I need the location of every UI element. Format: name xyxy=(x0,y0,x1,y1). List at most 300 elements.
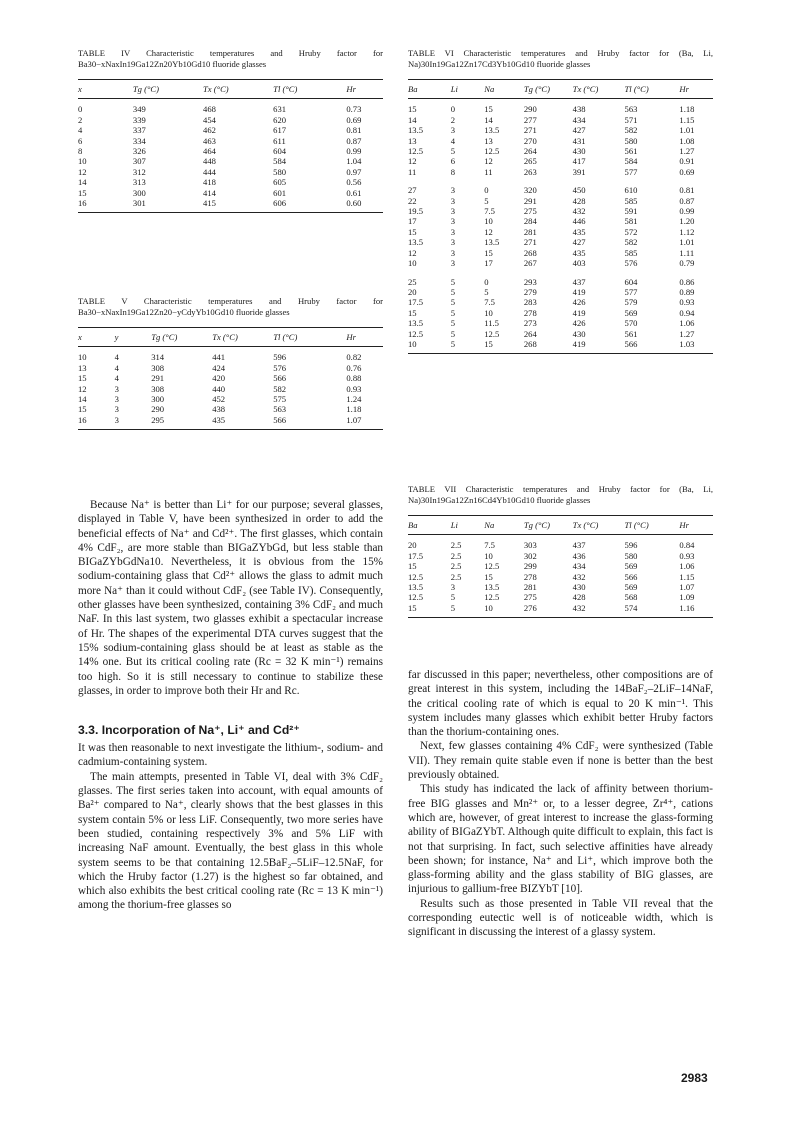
table-cell: 1.20 xyxy=(679,216,695,227)
table-cell: 314 xyxy=(151,352,165,363)
table-cell: 0.69 xyxy=(679,166,695,177)
table-cell: 268 xyxy=(523,338,537,349)
table-row xyxy=(408,339,713,354)
table-cell: 308 xyxy=(151,362,165,373)
table-cell: 299 xyxy=(523,561,537,572)
column-header: Tg (°C) xyxy=(133,80,203,99)
table-cell: 15 xyxy=(408,226,417,237)
table-cell: 307 xyxy=(132,156,146,167)
table-row xyxy=(408,297,713,307)
table-cell: 10 xyxy=(408,338,417,349)
table-row xyxy=(408,329,713,339)
column-header: Tx (°C) xyxy=(573,80,625,99)
table-cell: 276 xyxy=(523,602,537,613)
table-iv-caption: TABLE IV Characteristic temperatures and Hruby factor for Ba30−xNaxIn19Ga12Zn20Yb10Gd10 fluoride glasses xyxy=(78,48,383,69)
table-cell: 419 xyxy=(572,307,586,318)
table-cell: 12.5 xyxy=(484,328,500,339)
table-cell: 576 xyxy=(624,258,638,269)
table-row xyxy=(408,125,713,135)
table-vii-caption: TABLE VII Characteristic temperatures and Hruby factor for (Ba, Li, Na)30In19Ga12Zn16Cd4Yb10Gd10 fluoride glasses xyxy=(408,484,713,505)
table-cell: 0.86 xyxy=(679,276,695,287)
table-cell: 1.07 xyxy=(346,414,362,425)
table-row xyxy=(408,196,713,206)
table-cell: 0.93 xyxy=(679,550,695,561)
table-cell: 3 xyxy=(450,258,455,269)
column-header: Li xyxy=(451,80,485,99)
section-title: 3.3. Incorporation of Na⁺, Li⁺ and Cd²⁺ xyxy=(78,723,300,738)
table-cell: 454 xyxy=(203,114,216,125)
table-row xyxy=(78,188,383,198)
table-cell: 300 xyxy=(151,394,165,405)
table-cell: 432 xyxy=(572,571,586,582)
table-cell: 415 xyxy=(203,198,216,209)
right-body-text xyxy=(408,668,713,940)
column-header: Tx (°C) xyxy=(573,516,625,535)
column-header: Tg (°C) xyxy=(524,80,573,99)
paragraph: This study has indicated the lack of affinity between thorium-free BIG glasses and Mn²⁺ or, to a lesser degree, Zr⁴⁺, cations which are, however, of great interest to increase the glass-forming ability of BIGaZYbT. Although quite difficult to explain, this fact is not that surprising. In fact, such selective affinities have already been shown; for instance, Na⁺ and Li⁺, which improve both the glass-forming ability and the glass stability of BIG glasses, are injurious to gallium-free BIZYbT [10]. xyxy=(408,783,713,896)
table-cell: 631 xyxy=(273,104,287,115)
table-cell: 320 xyxy=(523,185,537,196)
table-cell: 12 xyxy=(78,383,87,394)
table-cell: 271 xyxy=(523,125,537,136)
table-cell: 563 xyxy=(624,104,638,115)
table-cell: 0.79 xyxy=(679,258,695,269)
table-cell: 582 xyxy=(624,125,638,136)
table-cell: 2.5 xyxy=(450,540,462,551)
table-cell: 17 xyxy=(408,216,417,227)
table-cell: 293 xyxy=(523,276,537,287)
table-cell: 0.93 xyxy=(679,297,695,308)
column-header: Tl (°C) xyxy=(625,516,680,535)
table-cell: 569 xyxy=(624,582,638,593)
table-cell: 0.99 xyxy=(346,146,362,157)
table-cell: 5 xyxy=(450,318,455,329)
table-vi-block xyxy=(408,48,713,354)
table-cell: 446 xyxy=(572,216,586,227)
table-cell: 15 xyxy=(408,561,417,572)
table-cell: 265 xyxy=(523,156,537,167)
table-row xyxy=(408,592,713,602)
table-cell: 281 xyxy=(523,226,537,237)
table-cell: 337 xyxy=(132,125,146,136)
table-cell: 620 xyxy=(273,114,287,125)
table-cell: 14 xyxy=(484,114,493,125)
table-row xyxy=(78,347,383,363)
table-cell: 268 xyxy=(523,247,537,258)
table-cell: 291 xyxy=(523,195,537,206)
table-row xyxy=(408,206,713,216)
table-cell: 577 xyxy=(624,166,638,177)
table-cell: 7.5 xyxy=(484,206,495,217)
table-cell: 604 xyxy=(624,276,638,287)
table-cell: 8 xyxy=(78,146,83,157)
table-cell: 0.87 xyxy=(346,135,362,146)
table-cell: 417 xyxy=(572,156,586,167)
table-cell: 12 xyxy=(78,166,87,177)
table-iv-block xyxy=(78,48,383,213)
table-cell: 275 xyxy=(523,592,537,603)
column-header: Ba xyxy=(408,516,451,535)
table-row xyxy=(78,115,383,125)
table-cell: 15 xyxy=(484,104,493,115)
table-cell: 1.01 xyxy=(679,125,695,136)
table-vii xyxy=(408,515,713,618)
table-cell: 3 xyxy=(114,414,119,425)
column-header: Tx (°C) xyxy=(212,328,273,347)
table-cell: 27 xyxy=(408,185,417,196)
table-cell: 566 xyxy=(273,414,287,425)
table-cell: 15 xyxy=(408,307,417,318)
table-cell: 1.01 xyxy=(679,237,695,248)
column-header: y xyxy=(115,328,152,347)
table-cell: 10 xyxy=(78,156,87,167)
table-cell: 0.81 xyxy=(346,125,362,136)
table-cell: 5 xyxy=(450,286,455,297)
table-cell: 313 xyxy=(132,177,146,188)
table-cell: 0.89 xyxy=(679,286,695,297)
table-cell: 13.5 xyxy=(408,318,424,329)
table-cell: 601 xyxy=(273,187,287,198)
table-cell: 12.5 xyxy=(484,561,500,572)
table-cell: 580 xyxy=(624,550,638,561)
table-cell: 591 xyxy=(624,206,638,217)
table-cell: 585 xyxy=(624,195,638,206)
table-cell: 17 xyxy=(484,258,493,269)
table-cell: 275 xyxy=(523,206,537,217)
table-cell: 438 xyxy=(212,404,226,415)
table-cell: 4 xyxy=(450,135,455,146)
paragraph: Next, few glasses containing 4% CdF₂ were synthesized (Table VII). They remain quite stable even if none is better than the best previously obtained. xyxy=(408,740,713,782)
table-cell: 0.56 xyxy=(346,177,362,188)
table-cell: 428 xyxy=(572,195,586,206)
table-cell: 5 xyxy=(450,276,455,287)
table-cell: 0.61 xyxy=(346,187,362,198)
table-cell: 25 xyxy=(408,276,417,287)
table-cell: 2.5 xyxy=(450,571,462,582)
table-cell: 5 xyxy=(484,195,489,206)
table-cell: 273 xyxy=(523,318,537,329)
table-cell: 440 xyxy=(212,383,226,394)
table-row xyxy=(78,99,383,115)
table-cell: 5 xyxy=(450,307,455,318)
table-cell: 15 xyxy=(408,602,417,613)
table-cell: 1.06 xyxy=(679,561,695,572)
table-cell: 4 xyxy=(114,362,119,373)
table-cell: 284 xyxy=(523,216,537,227)
table-cell: 1.11 xyxy=(679,247,695,258)
table-cell: 279 xyxy=(523,286,537,297)
table-cell: 13.5 xyxy=(484,237,500,248)
table-cell: 418 xyxy=(203,177,216,188)
table-cell: 13.5 xyxy=(484,582,500,593)
table-cell: 10 xyxy=(484,307,493,318)
table-row xyxy=(78,125,383,135)
table-cell: 574 xyxy=(624,602,638,613)
table-vii-block xyxy=(408,484,713,618)
table-cell: 19.5 xyxy=(408,206,424,217)
table-row xyxy=(408,258,713,268)
table-cell: 610 xyxy=(624,185,638,196)
table-cell: 569 xyxy=(624,307,638,318)
table-cell: 6 xyxy=(450,156,455,167)
table-cell: 303 xyxy=(523,540,537,551)
table-cell: 424 xyxy=(212,362,226,373)
paragraph: far discussed in this paper; nevertheless, other compositions are of great interest in this system, including the 14BaF₂–2LiF–14NaF, the critical cooling rate of which is equal to 20 K min⁻¹. This system includes many glasses which exhibit better Hruby factors than the thorium-containing ones. xyxy=(408,669,713,739)
column-header: x xyxy=(78,328,115,347)
table-cell: 5 xyxy=(450,592,455,603)
table-cell: 581 xyxy=(624,216,638,227)
table-cell: 430 xyxy=(572,328,586,339)
table-vii-header-row xyxy=(408,516,713,535)
table-cell: 5 xyxy=(450,328,455,339)
column-header: Ba xyxy=(408,80,451,99)
table-cell: 13 xyxy=(484,135,493,146)
table-cell: 12 xyxy=(484,156,493,167)
table-row xyxy=(408,603,713,618)
table-cell: 462 xyxy=(203,125,216,136)
table-v-block xyxy=(78,296,383,430)
table-cell: 13.5 xyxy=(408,237,424,248)
table-cell: 0.97 xyxy=(346,166,362,177)
table-row xyxy=(408,115,713,125)
table-cell: 419 xyxy=(572,286,586,297)
table-cell: 0 xyxy=(78,104,83,115)
table-row xyxy=(408,227,713,237)
table-cell: 419 xyxy=(572,338,586,349)
table-cell: 434 xyxy=(572,561,586,572)
table-cell: 20 xyxy=(408,540,417,551)
table-iv-header-row xyxy=(78,80,383,99)
table-cell: 1.07 xyxy=(679,582,695,593)
table-cell: 464 xyxy=(203,146,216,157)
table-cell: 267 xyxy=(523,258,537,269)
table-cell: 427 xyxy=(572,125,586,136)
table-cell: 435 xyxy=(572,226,586,237)
table-row xyxy=(78,373,383,383)
table-cell: 15 xyxy=(78,404,87,415)
table-row xyxy=(408,177,713,195)
table-cell: 566 xyxy=(624,571,638,582)
table-cell: 0.76 xyxy=(346,362,362,373)
table-cell: 0 xyxy=(484,185,489,196)
column-header: Na xyxy=(484,516,524,535)
table-row xyxy=(408,156,713,166)
table-cell: 0.88 xyxy=(346,373,362,384)
table-row xyxy=(408,216,713,226)
table-cell: 10 xyxy=(408,258,417,269)
table-cell: 0.99 xyxy=(679,206,695,217)
table-cell: 5 xyxy=(450,602,455,613)
table-cell: 1.18 xyxy=(346,404,362,415)
table-cell: 430 xyxy=(572,146,586,157)
table-cell: 1.15 xyxy=(679,114,695,125)
table-cell: 15 xyxy=(484,571,493,582)
table-cell: 428 xyxy=(572,592,586,603)
table-cell: 1.12 xyxy=(679,226,695,237)
table-cell: 3 xyxy=(114,383,119,394)
table-row xyxy=(408,287,713,297)
table-cell: 579 xyxy=(624,297,638,308)
paragraph: The main attempts, presented in Table VI, deal with 3% CdF₂ glasses. The first series taken into account, with equal amounts of Ba²⁺ compared to Na⁺, clearly shows that the best glasses in this system contain 5% or less LiF. Consequently, two more series have been studied, containing respectively 3% and 5% LiF with increasing NaF amount. Eventually, the best glass in this whole system seems to be that containing 12.5BaF₂–5LiF–12.5NaF, for which the Hruby factor (1.27) is the highest so far obtained, and which also exhibits the best critical cooling rate (Rc = 13 K min⁻¹) among the thorium-free glasses so xyxy=(78,770,383,912)
table-cell: 1.15 xyxy=(679,571,695,582)
table-cell: 312 xyxy=(132,166,146,177)
table-cell: 270 xyxy=(523,135,537,146)
table-cell: 1.09 xyxy=(679,592,695,603)
table-cell: 430 xyxy=(572,582,586,593)
table-cell: 420 xyxy=(212,373,226,384)
paragraph: Because Na⁺ is better than Li⁺ for our purpose; several glasses, displayed in Table V, have been synthesized in order to add the beneficial effects of Na⁺ and Cd²⁺. The first glasses, which contain 4% CdF₂, are more stable than BIGaZYbGd, but less stable than BIGaZYbGdNa10. Nevertheless, it is obvious from the 15% sodium-containing glass that Cd²⁺ allows the glass to admit much more Na⁺ than it could without CdF₂ (see Table IV). Consequently, other glasses have been synthesized, containing 3% CdF₂ and much NaF. In this last system, two glasses exhibit a spectacular increase of Hr. The shapes of the experimental DTA curves suggest that the 15% sodium-containing glass should be at least as stable as the 14% one. But its critical cooling rate (Rc = 32 K min⁻¹) remains too high. So it is still necessary to continue to stabilize these glasses, in order to improve both their Hr and Rc. xyxy=(78,499,383,697)
table-cell: 301 xyxy=(132,198,146,209)
table-cell: 0.73 xyxy=(346,104,362,115)
table-cell: 278 xyxy=(523,571,537,582)
table-cell: 11 xyxy=(484,166,493,177)
table-cell: 1.08 xyxy=(679,135,695,146)
table-cell: 281 xyxy=(523,582,537,593)
table-cell: 12.5 xyxy=(408,328,424,339)
table-cell: 468 xyxy=(203,104,216,115)
table-cell: 434 xyxy=(572,114,586,125)
table-cell: 572 xyxy=(624,226,638,237)
table-row xyxy=(408,136,713,146)
table-cell: 1.03 xyxy=(679,338,695,349)
table-cell: 448 xyxy=(203,156,216,167)
table-row xyxy=(408,146,713,156)
column-header: Hr xyxy=(346,328,383,347)
table-cell: 290 xyxy=(523,104,537,115)
table-cell: 271 xyxy=(523,237,537,248)
table-cell: 1.27 xyxy=(679,328,695,339)
table-cell: 0.81 xyxy=(679,185,695,196)
table-row xyxy=(408,318,713,328)
table-cell: 596 xyxy=(624,540,638,551)
column-header: x xyxy=(78,80,133,99)
table-cell: 12 xyxy=(408,247,417,258)
table-cell: 12 xyxy=(484,226,493,237)
table-cell: 577 xyxy=(624,286,638,297)
table-row xyxy=(78,146,383,156)
table-cell: 452 xyxy=(212,394,226,405)
table-row xyxy=(408,99,713,115)
table-row xyxy=(78,363,383,373)
table-cell: 1.27 xyxy=(679,146,695,157)
table-v xyxy=(78,327,383,430)
table-cell: 20 xyxy=(408,286,417,297)
table-cell: 561 xyxy=(624,146,638,157)
table-cell: 295 xyxy=(151,414,165,425)
table-row xyxy=(408,582,713,592)
table-cell: 606 xyxy=(273,198,287,209)
table-cell: 5 xyxy=(484,286,489,297)
table-cell: 563 xyxy=(273,404,287,415)
table-cell: 426 xyxy=(572,318,586,329)
table-cell: 349 xyxy=(132,104,146,115)
table-cell: 444 xyxy=(203,166,216,177)
table-cell: 582 xyxy=(273,383,287,394)
table-cell: 566 xyxy=(273,373,287,384)
table-cell: 3 xyxy=(450,247,455,258)
table-cell: 17.5 xyxy=(408,297,424,308)
table-cell: 334 xyxy=(132,135,146,146)
table-cell: 403 xyxy=(572,258,586,269)
table-cell: 278 xyxy=(523,307,537,318)
table-cell: 1.16 xyxy=(679,602,695,613)
table-cell: 436 xyxy=(572,550,586,561)
table-cell: 617 xyxy=(273,125,287,136)
table-cell: 10 xyxy=(78,352,87,363)
table-cell: 391 xyxy=(572,166,586,177)
table-row xyxy=(408,535,713,551)
table-cell: 463 xyxy=(203,135,216,146)
table-cell: 339 xyxy=(132,114,146,125)
table-cell: 3 xyxy=(450,185,455,196)
table-cell: 437 xyxy=(572,540,586,551)
table-cell: 438 xyxy=(572,104,586,115)
table-cell: 3 xyxy=(450,125,455,136)
table-cell: 13 xyxy=(408,135,417,146)
table-cell: 15 xyxy=(78,187,87,198)
table-cell: 437 xyxy=(572,276,586,287)
table-cell: 14 xyxy=(408,114,417,125)
table-cell: 611 xyxy=(273,135,286,146)
table-cell: 12.5 xyxy=(408,571,424,582)
column-header: Tx (°C) xyxy=(203,80,273,99)
table-cell: 431 xyxy=(572,135,586,146)
table-cell: 584 xyxy=(273,156,287,167)
column-header: Tl (°C) xyxy=(273,328,346,347)
table-cell: 10 xyxy=(484,550,493,561)
table-cell: 0 xyxy=(450,104,455,115)
table-cell: 585 xyxy=(624,247,638,258)
table-cell: 1.24 xyxy=(346,394,362,405)
table-cell: 575 xyxy=(273,394,287,405)
table-row xyxy=(408,269,713,287)
table-cell: 12.5 xyxy=(484,146,500,157)
table-cell: 7.5 xyxy=(484,540,495,551)
table-cell: 568 xyxy=(624,592,638,603)
column-header: Hr xyxy=(679,80,713,99)
table-cell: 7.5 xyxy=(484,297,495,308)
table-cell: 0.94 xyxy=(679,307,695,318)
table-cell: 1.18 xyxy=(679,104,695,115)
table-cell: 3 xyxy=(114,404,119,415)
table-cell: 264 xyxy=(523,146,537,157)
table-row xyxy=(78,167,383,177)
table-cell: 0.84 xyxy=(679,540,695,551)
table-cell: 264 xyxy=(523,328,537,339)
table-row xyxy=(78,384,383,394)
table-cell: 1.06 xyxy=(679,318,695,329)
column-header: Li xyxy=(451,516,485,535)
table-cell: 426 xyxy=(572,297,586,308)
table-cell: 3 xyxy=(450,226,455,237)
table-cell: 596 xyxy=(273,352,287,363)
table-cell: 435 xyxy=(212,414,226,425)
table-cell: 561 xyxy=(624,328,638,339)
table-vi-caption: TABLE VI Characteristic temperatures and Hruby factor for (Ba, Li, Na)30In19Ga12Zn17Cd3Yb10Gd10 fluoride glasses xyxy=(408,48,713,69)
table-cell: 13.5 xyxy=(408,582,424,593)
table-cell: 580 xyxy=(273,166,287,177)
table-cell: 5 xyxy=(450,146,455,157)
table-cell: 3 xyxy=(450,216,455,227)
table-cell: 450 xyxy=(572,185,586,196)
table-cell: 576 xyxy=(273,362,287,373)
table-cell: 3 xyxy=(450,237,455,248)
table-cell: 12.5 xyxy=(408,592,424,603)
table-row xyxy=(408,308,713,318)
table-cell: 4 xyxy=(114,352,119,363)
left-body-text xyxy=(78,498,383,913)
table-row xyxy=(78,394,383,404)
